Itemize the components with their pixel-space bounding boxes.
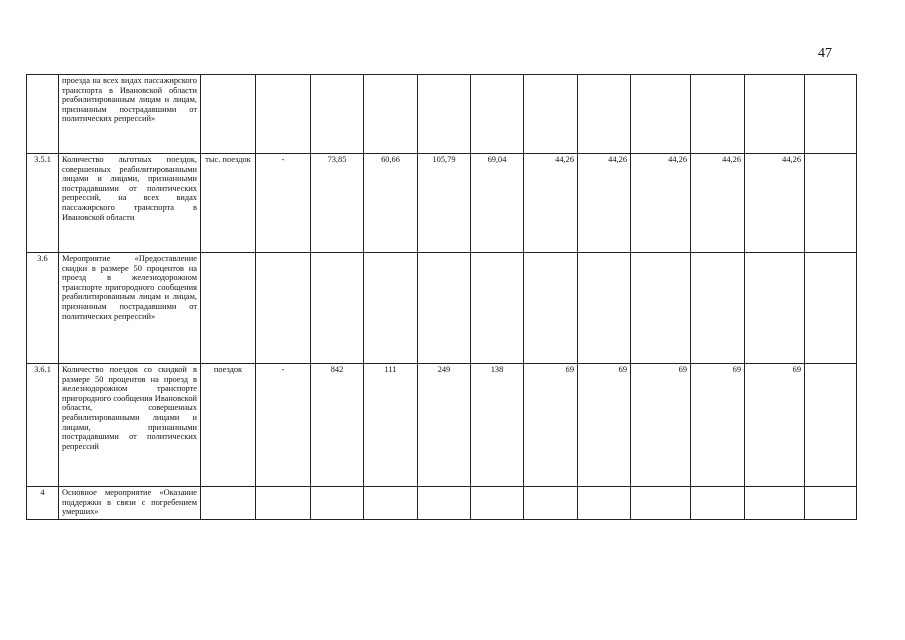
value-cell [745, 253, 805, 364]
unit-cell [201, 253, 256, 364]
value-cell [805, 253, 857, 364]
value-cell [418, 487, 471, 520]
value-cell [364, 487, 418, 520]
value-cell [691, 253, 745, 364]
value-cell [578, 253, 631, 364]
row-number-cell: 3.6 [27, 253, 59, 364]
value-cell: 44,26 [631, 154, 691, 253]
value-cell [805, 364, 857, 487]
value-cell: 138 [471, 364, 524, 487]
unit-cell [201, 75, 256, 154]
value-cell: 111 [364, 364, 418, 487]
value-cell: 842 [311, 364, 364, 487]
description-cell: Количество льготных поездок, совершенных реабилитированными лицами и лицами, признанными пострадавшими от политических репрессий, на всех видах пассажирского транспорта в Ивановской области [59, 154, 201, 253]
value-cell: 69 [745, 364, 805, 487]
base-value-cell [256, 75, 311, 154]
value-cell [364, 75, 418, 154]
value-cell: 249 [418, 364, 471, 487]
value-cell: 44,26 [524, 154, 578, 253]
value-cell [471, 75, 524, 154]
value-cell: 69,04 [471, 154, 524, 253]
description-cell: проезда на всех видах пассажирского транспорта в Ивановской области реабилитированным лицам и лицам, признанным пострадавшими от политических репрессий» [59, 75, 201, 154]
table-row [27, 487, 857, 520]
row-number-cell: 3.6.1 [27, 364, 59, 487]
value-cell: 44,26 [578, 154, 631, 253]
value-cell [578, 75, 631, 154]
value-cell [805, 487, 857, 520]
value-cell [691, 487, 745, 520]
description-cell: Мероприятие «Предоставление скидки в размере 50 процентов на проезд в железнодорожном транспорте пригородного сообщения реабилитированным лицам и лицам, признанным пострадавшими от политических репрессий» [59, 253, 201, 364]
table-row [27, 253, 857, 364]
row-number-cell: 3.5.1 [27, 154, 59, 253]
value-cell: 69 [691, 364, 745, 487]
value-cell [311, 253, 364, 364]
value-cell: 105,79 [418, 154, 471, 253]
unit-cell [201, 487, 256, 520]
value-cell [631, 75, 691, 154]
value-cell [524, 75, 578, 154]
base-value-cell: - [256, 154, 311, 253]
value-cell [418, 75, 471, 154]
value-cell: 69 [578, 364, 631, 487]
table-row [27, 154, 857, 253]
page-number: 47 [818, 46, 832, 61]
value-cell [631, 487, 691, 520]
value-cell [471, 253, 524, 364]
base-value-cell: - [256, 364, 311, 487]
value-cell [745, 487, 805, 520]
value-cell [364, 253, 418, 364]
value-cell: 69 [631, 364, 691, 487]
value-cell [418, 253, 471, 364]
value-cell [631, 253, 691, 364]
table-row [27, 364, 857, 487]
value-cell [805, 75, 857, 154]
row-number-cell: 4 [27, 487, 59, 520]
base-value-cell [256, 253, 311, 364]
value-cell [471, 487, 524, 520]
indicator-table [26, 74, 857, 520]
description-cell: Количество поездок со скидкой в размере 50 процентов на проезд в железнодорожном транспорте пригородного сообщения Ивановской области, совершенных реабилитированными лицами и лицами, признанными пострадавшими от политических репрессий [59, 364, 201, 487]
value-cell [745, 75, 805, 154]
value-cell: 60,66 [364, 154, 418, 253]
value-cell [311, 75, 364, 154]
unit-cell: поездок [201, 364, 256, 487]
value-cell: 44,26 [745, 154, 805, 253]
description-cell: Основное мероприятие «Оказание поддержки в связи с погребением умерших» [59, 487, 201, 520]
unit-cell: тыс. поездок [201, 154, 256, 253]
value-cell [524, 487, 578, 520]
value-cell [805, 154, 857, 253]
value-cell: 44,26 [691, 154, 745, 253]
value-cell [578, 487, 631, 520]
value-cell [311, 487, 364, 520]
value-cell [691, 75, 745, 154]
row-number-cell [27, 75, 59, 154]
value-cell: 73,85 [311, 154, 364, 253]
base-value-cell [256, 487, 311, 520]
value-cell [524, 253, 578, 364]
value-cell: 69 [524, 364, 578, 487]
table-row [27, 75, 857, 154]
